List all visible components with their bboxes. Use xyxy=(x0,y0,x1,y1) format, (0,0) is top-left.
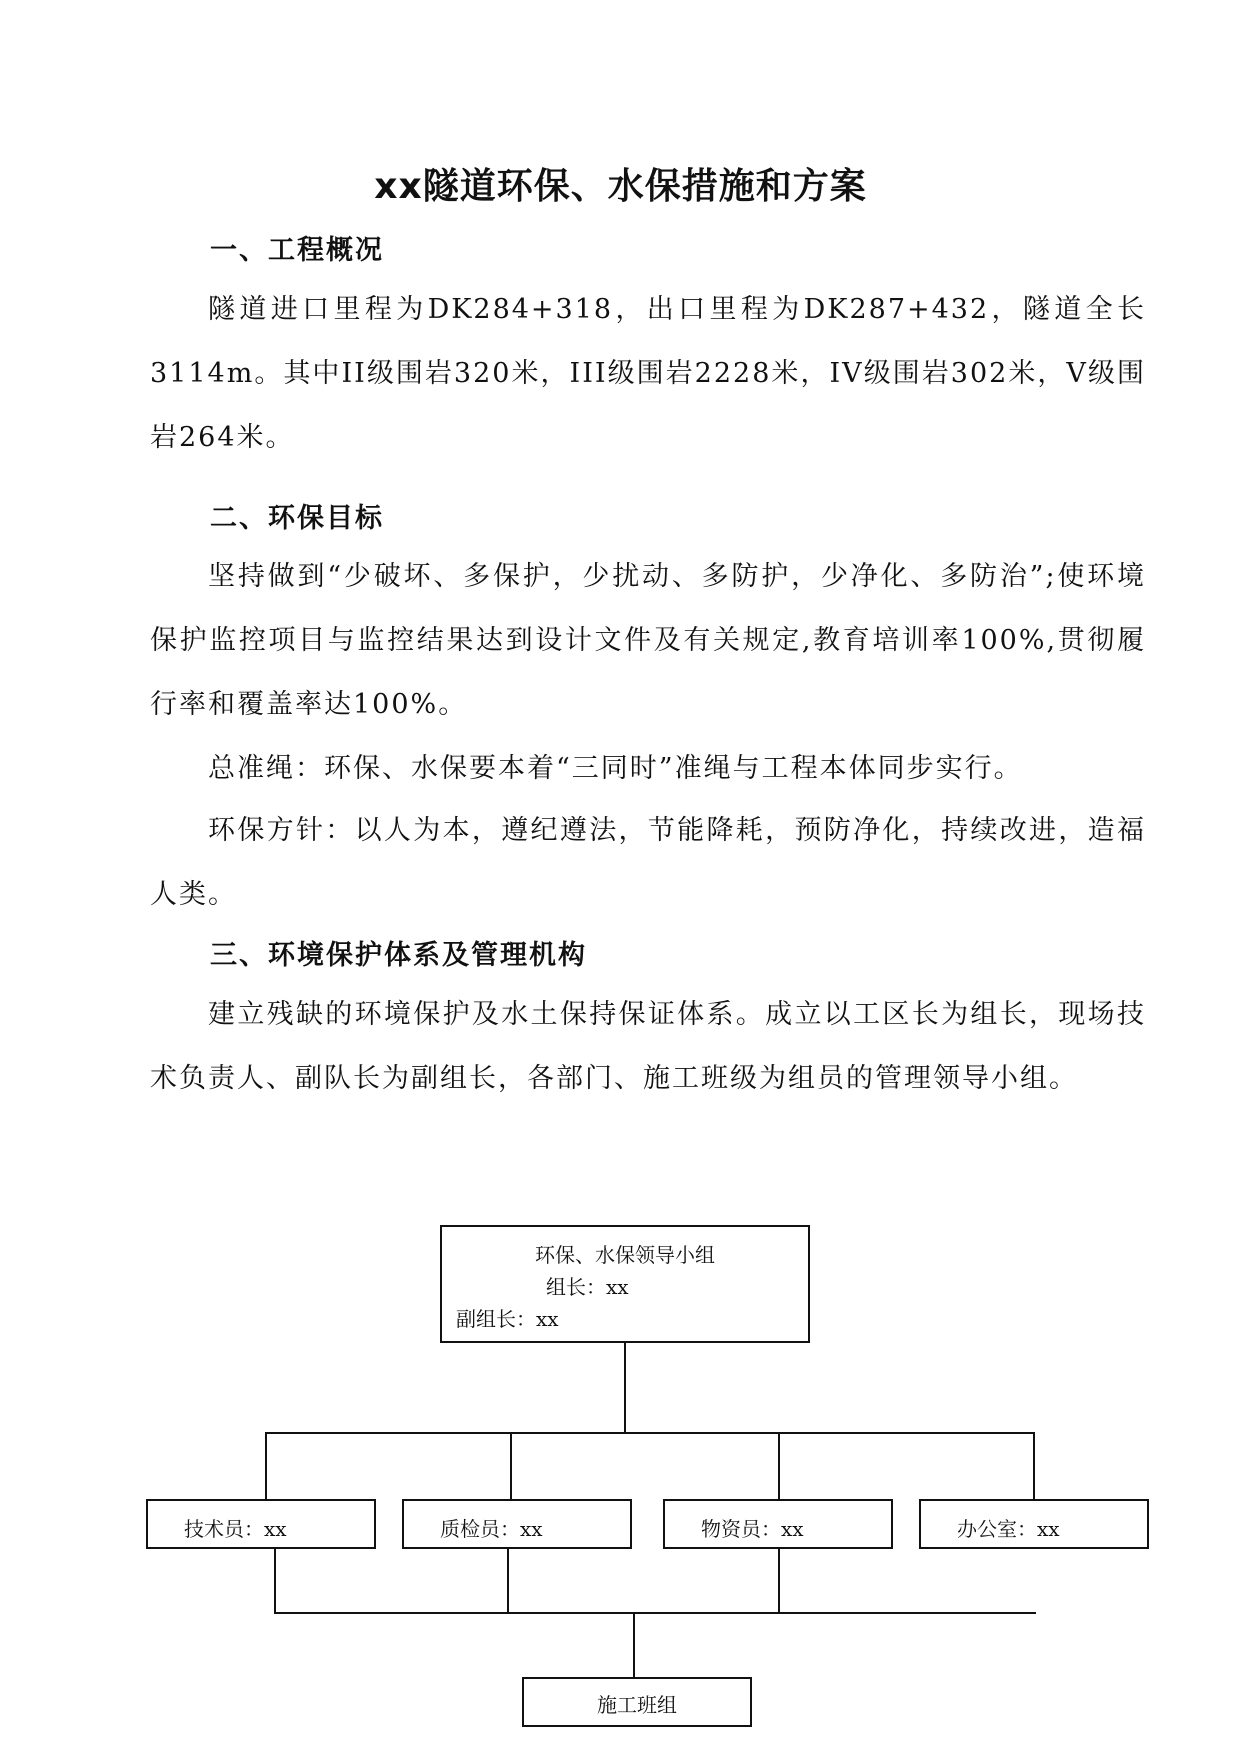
paragraph-principle: 总准绳：环保、水保要本着“三同时”准绳与工程本体同步实行。 xyxy=(208,753,1023,784)
member-label: 技术员：xx xyxy=(184,1517,287,1541)
paragraph-goals: 坚持做到“少破坏、多保护，少扰动、多防护，少净化、多防治”;使环境保护监控项目与监控结果达到设计文件及有关规定,教育培训率100%,贯彻履行率和覆盖率达100%。 xyxy=(150,561,1146,720)
paragraph-policy: 环保方针：以人为本，遵纪遵法，节能降耗，预防净化，持续改进，造福人类。 xyxy=(150,815,1146,910)
section-heading-goals: 二、环保目标 xyxy=(210,503,384,534)
team-label: 施工班组 xyxy=(597,1693,677,1717)
connector-drop-2 xyxy=(510,1432,512,1500)
member-box-4 xyxy=(919,1499,1149,1549)
member-box-2 xyxy=(402,1499,632,1549)
member-label: 物资员：xx xyxy=(701,1517,804,1541)
member-box-3 xyxy=(663,1499,893,1549)
connector-bottom-bus xyxy=(274,1612,1036,1614)
member-box-1 xyxy=(146,1499,376,1549)
connector-drop-3 xyxy=(778,1432,780,1500)
team-box xyxy=(522,1677,752,1727)
paragraph-overview: 隧道进口里程为DK284+318，出口里程为DK287+432，隧道全长3114m。其中II级围岩320米，III级围岩2228米，IV级围岩302米，V级围岩264米。 xyxy=(150,294,1146,453)
leader-box xyxy=(440,1225,810,1343)
connector-leader-down xyxy=(624,1343,626,1433)
leader-box-title: 环保、水保领导小组 xyxy=(535,1243,715,1267)
connector-team-up xyxy=(633,1612,635,1678)
paragraph-system: 建立残缺的环境保护及水土保持保证体系。成立以工区长为组长，现场技术负责人、副队长为副组长，各部门、施工班级为组员的管理领导小组。 xyxy=(150,999,1146,1094)
connector-rise-2 xyxy=(507,1549,509,1613)
member-label: 办公室：xx xyxy=(957,1517,1060,1541)
leader-box-deputy: 副组长：xx xyxy=(456,1307,559,1331)
connector-rise-1 xyxy=(274,1549,276,1613)
connector-drop-4 xyxy=(1033,1432,1035,1500)
section-heading-system: 三、环境保护体系及管理机构 xyxy=(210,940,587,971)
document-title: xx隧道环保、水保措施和方案 xyxy=(374,166,867,207)
connector-rise-3 xyxy=(778,1549,780,1613)
leader-box-leader: 组长：xx xyxy=(546,1275,629,1299)
connector-drop-1 xyxy=(265,1432,267,1500)
section-heading-overview: 一、工程概况 xyxy=(210,235,384,266)
member-label: 质检员：xx xyxy=(440,1517,543,1541)
connector-top-bus xyxy=(265,1432,1034,1434)
